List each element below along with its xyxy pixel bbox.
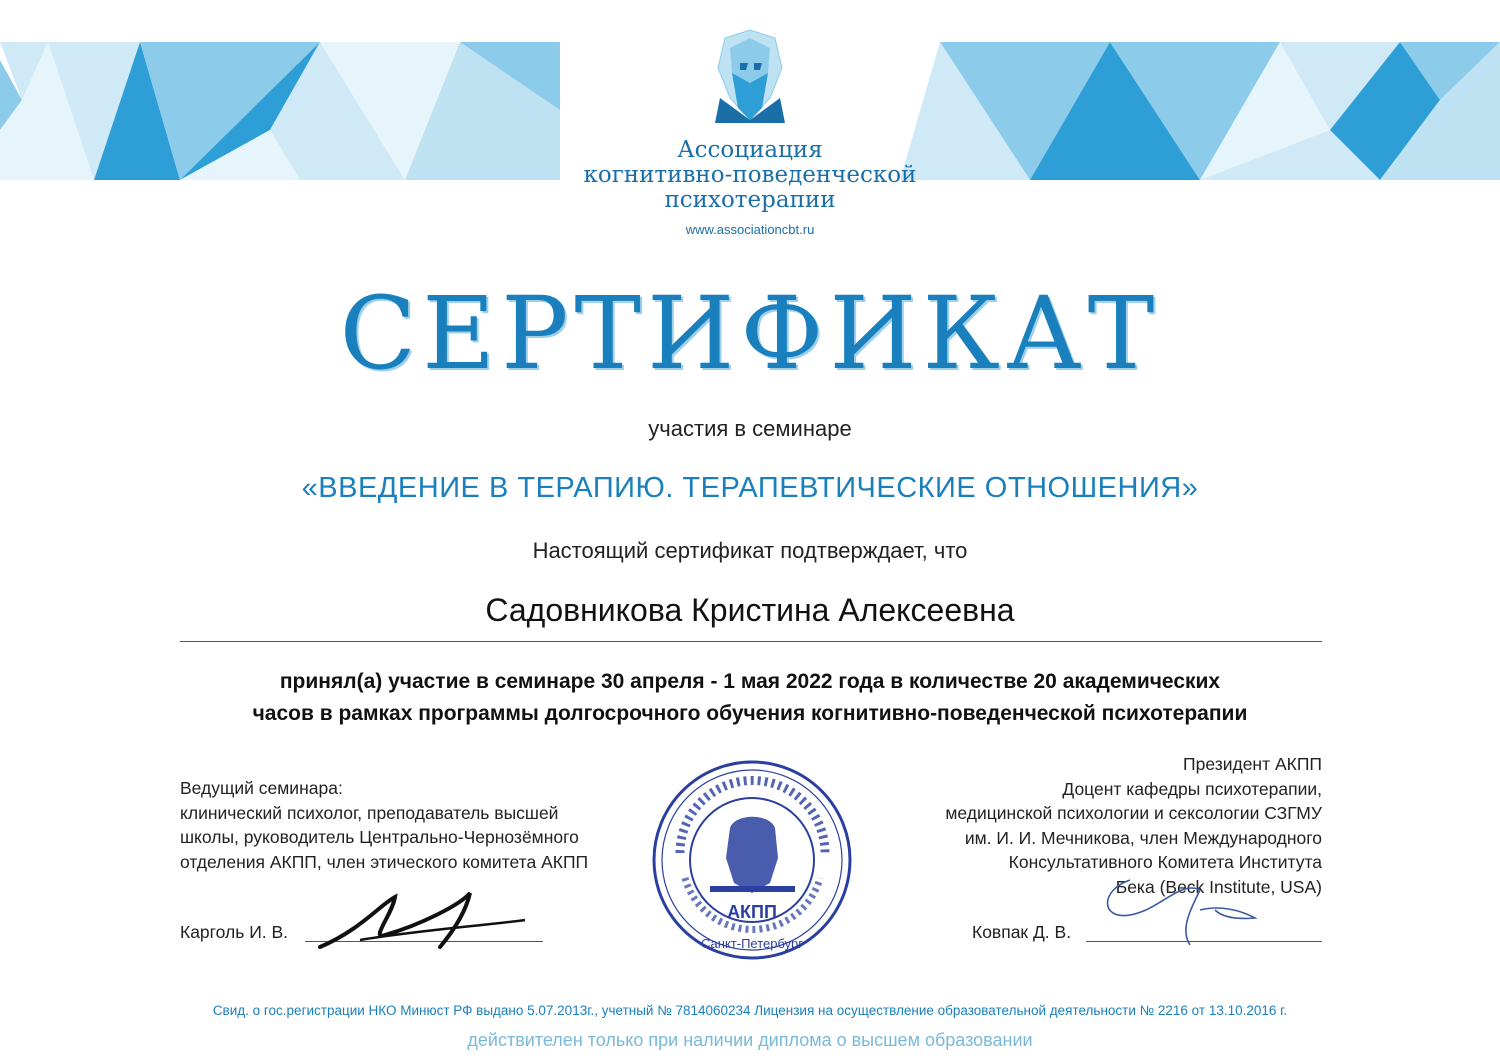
right-signatory-name: Ковпак Д. В. (972, 922, 1072, 942)
confirm-text: Настоящий сертификат подтверждает, что (532, 538, 968, 563)
left-signatory-role: Ведущий семинара: клинический психолог, преподаватель высшей школы, руководитель Центрально-Чернозёмного отделения АКПП, член этического комитета АКПП (180, 778, 589, 872)
participation-line1: принял(а) участие в семинаре 30 апреля - 1 мая 2022 года в количестве 20 академических (279, 670, 1221, 693)
participation-line2: часов в рамках программы долгосрочного обучения когнитивно-поведенческой психотерапии (252, 702, 1248, 725)
seminar-name: «ВВЕДЕНИЕ В ТЕРАПИЮ. ТЕРАПЕВТИЧЕСКИЕ ОТНОШЕНИЯ» (301, 472, 1199, 504)
left-signatory-name: Карголь И. В. (180, 922, 289, 942)
name-underline (180, 641, 1322, 642)
certificate-subtitle: участия в семинаре (648, 416, 852, 441)
stamp-abbr: АКПП (727, 902, 777, 922)
org-name-line2: когнитивно-поведенческой (583, 162, 917, 188)
right-signatory-role: Президент АКПП Доцент кафедры психотерапии, медицинской психологии и сексологии СЗГМУ им. И. И. Мечникова, член Международного Консультативного Комитета Института Бека (Beck Institute, USA) (945, 754, 1322, 897)
org-name-line1: Ассоциация (677, 137, 823, 163)
org-website-link[interactable]: www.associationcbt.ru (685, 222, 815, 237)
left-signature-icon (300, 885, 540, 955)
right-signature-icon (1090, 860, 1280, 950)
validity-footer: действителен только при наличии диплома о высшем образовании (467, 1030, 1033, 1050)
stamp-city: Санкт-Петербург (701, 936, 803, 951)
recipient-name: Садовникова Кристина Алексеевна (485, 592, 1015, 628)
certificate-title: СЕРТИФИКАТ (339, 275, 1161, 392)
organization-stamp (650, 758, 855, 963)
portrait-logo-icon (690, 28, 810, 128)
registration-footer: Свид. о гос.регистрации НКО Минюст РФ выдано 5.07.2013г., учетный № 7814060234 Лицензия на осуществление образовательной деятельности № 2216 от 13.10.2016 г. (212, 1003, 1288, 1018)
org-name-line3: психотерапии (664, 187, 836, 213)
